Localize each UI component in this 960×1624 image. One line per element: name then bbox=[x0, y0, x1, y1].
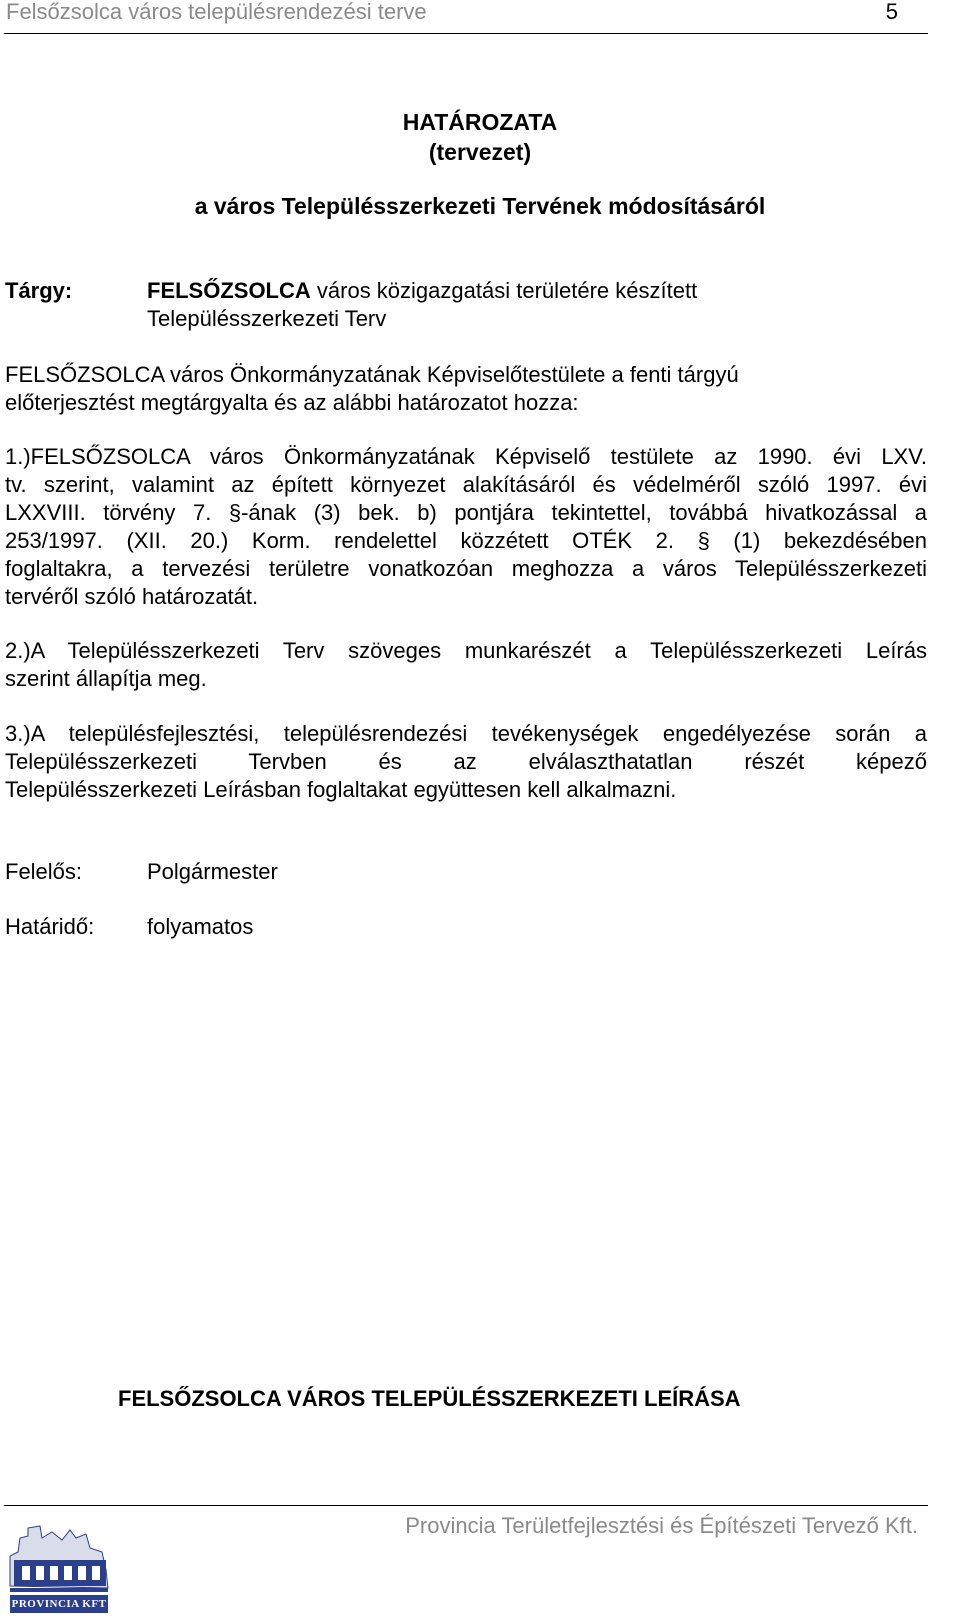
responsible-value: Polgármester bbox=[147, 859, 278, 884]
subject-label: Tárgy: bbox=[5, 278, 73, 303]
point-3-line: 3.)A településfejlesztési, településrendezési tevékenységek engedélyezése során a bbox=[5, 721, 927, 746]
point-3-line: Településszerkezeti Tervben és az elválaszthatatlan részét képező bbox=[5, 749, 927, 774]
header-divider bbox=[4, 33, 928, 34]
point-1-line: tv. szerint, valamint az épített környezet alakításáról és védelméről szóló 1997. évi bbox=[5, 472, 927, 497]
deadline-value: folyamatos bbox=[147, 914, 254, 939]
resolution-title: a város Településszerkezeti Tervének módosításáról bbox=[194, 193, 766, 219]
point-1-line: LXXVIII. törvény 7. §-ának (3) bek. b) pontjára tekintettel, továbbá hivatkozással a bbox=[5, 500, 927, 525]
point-1-line: 253/1997. (XII. 20.) Korm. rendelettel közzétett OTÉK 2. § (1) bekezdésében bbox=[5, 528, 927, 553]
page-number: 5 bbox=[885, 0, 898, 24]
subject-rest: város közigazgatási területére készített bbox=[310, 278, 698, 303]
footer-divider bbox=[4, 1505, 928, 1506]
point-2-line: 2.)A Településszerkezeti Terv szöveges munkarészét a Településszerkezeti Leírás bbox=[5, 638, 927, 663]
point-2-line: szerint állapítja meg. bbox=[5, 666, 207, 691]
point-1-line: tervéről szóló határozatát. bbox=[5, 584, 259, 609]
deadline-label: Határidő: bbox=[5, 914, 95, 939]
intro-line-1: FELSŐZSOLCA város Önkormányzatának Képviselőtestülete a fenti tárgyú bbox=[5, 362, 739, 387]
footer-company: Provincia Területfejlesztési és Építészeti Tervező Kft. bbox=[405, 1513, 918, 1538]
resolution-heading: HATÁROZATA bbox=[402, 109, 558, 135]
provincia-logo bbox=[6, 1508, 112, 1618]
point-1-line: 1.)FELSŐZSOLCA város Önkormányzatának Képviselő testülete az 1990. évi LXV. bbox=[5, 444, 927, 469]
section-title: FELSŐZSOLCA VÁROS TELEPÜLÉSSZERKEZETI LEÍRÁSA bbox=[118, 1386, 741, 1411]
subject-bold: FELSŐZSOLCA bbox=[147, 278, 311, 303]
point-1-line: foglaltakra, a tervezési területre vonatkozóan meghozza a város Településszerkezeti bbox=[5, 556, 927, 581]
intro-line-2: előterjesztést megtárgyalta és az alábbi határozatot hozza: bbox=[5, 390, 579, 415]
logo-text: PROVINCIA KFT bbox=[11, 1598, 107, 1610]
subject-line-1 bbox=[147, 278, 697, 304]
header-title: Felsőzsolca város településrendezési terve bbox=[6, 0, 427, 24]
point-3-line: Településszerkezeti Leírásban foglaltakat együttesen kell alkalmazni. bbox=[5, 777, 677, 802]
resolution-subheading: (tervezet) bbox=[428, 139, 532, 165]
responsible-label: Felelős: bbox=[5, 859, 83, 884]
subject-line-2: Településszerkezeti Terv bbox=[147, 306, 387, 331]
